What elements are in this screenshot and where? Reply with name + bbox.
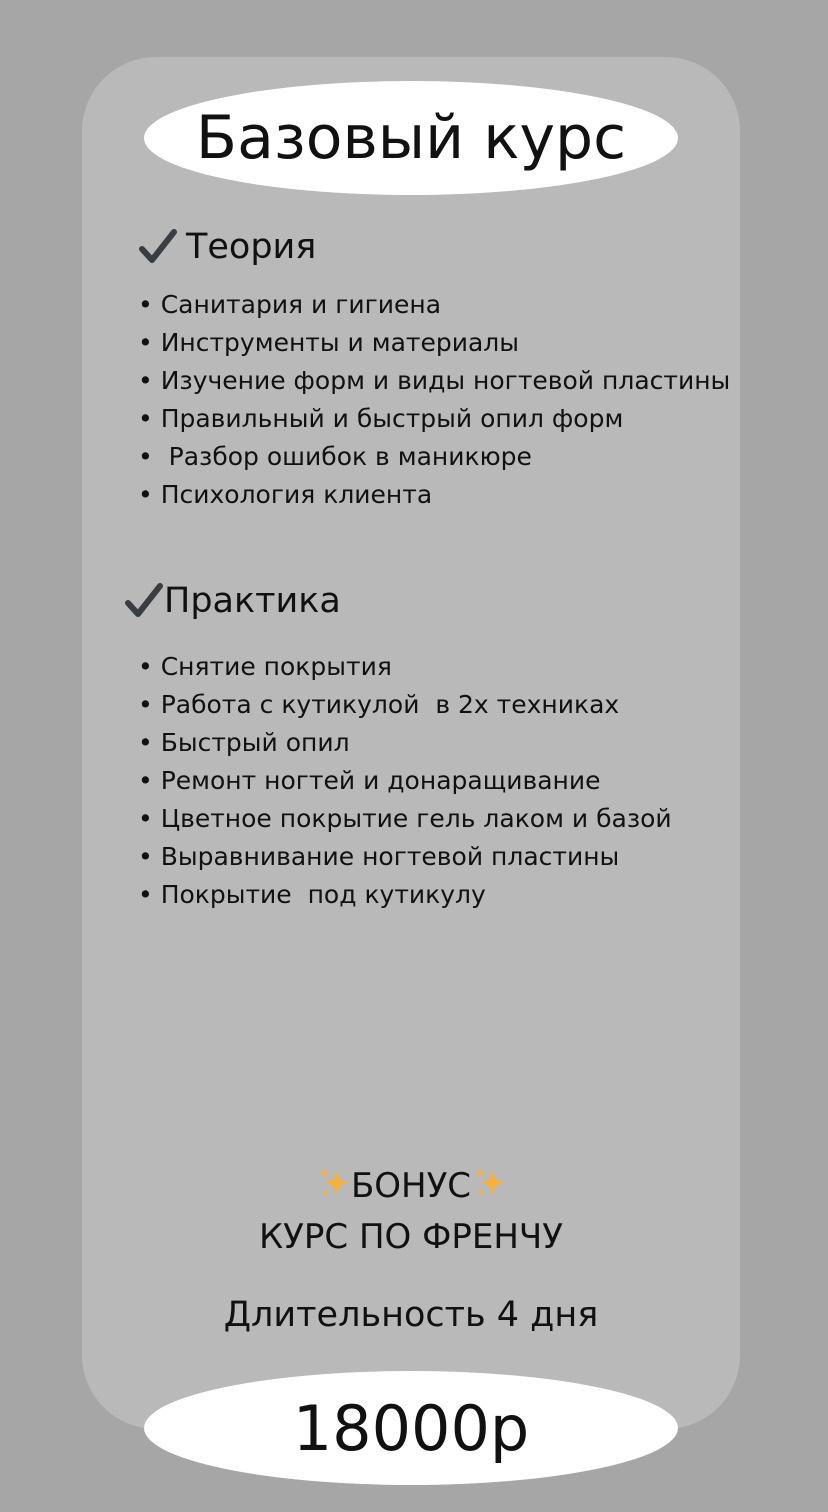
list-item: • Снятие покрытия xyxy=(138,652,392,681)
course-price: 18000р xyxy=(292,1391,530,1465)
list-item: • Ремонт ногтей и донаращивание xyxy=(138,766,601,795)
price-pill xyxy=(144,1371,678,1485)
list-item: • Цветное покрытие гель лаком и базой xyxy=(138,804,672,833)
list-item: • Покрытие под кутикулу xyxy=(138,880,486,909)
list-item: • Выравнивание ногтевой пластины xyxy=(138,842,620,871)
list-item: • Санитария и гигиена xyxy=(138,290,442,319)
sparkles-icon xyxy=(315,1165,351,1201)
theory-heading xyxy=(138,222,316,272)
theory-list xyxy=(138,286,730,514)
course-title: Базовый курс xyxy=(195,103,627,173)
bonus-course: КУРС ПО ФРЕНЧУ xyxy=(259,1217,563,1257)
check-icon xyxy=(124,581,164,621)
theory-title: Теория xyxy=(186,227,317,267)
course-duration: Длительность 4 дня xyxy=(223,1295,599,1335)
list-item: • Изучение форм и виды ногтевой пластины xyxy=(138,366,731,395)
list-item: • Быстрый опил xyxy=(138,728,350,757)
list-item: • Работа с кутикулой в 2х техниках xyxy=(138,690,620,719)
bonus-label: БОНУС xyxy=(350,1166,472,1206)
bonus-line xyxy=(82,1162,740,1210)
list-item: • Разбор ошибок в маникюре xyxy=(138,442,532,471)
list-item: • Правильный и быстрый опил форм xyxy=(138,404,624,433)
list-item: • Инструменты и материалы xyxy=(138,328,520,357)
list-item: • Психология клиента xyxy=(138,480,433,509)
practice-list xyxy=(138,648,672,914)
practice-title: Практика xyxy=(164,581,341,621)
check-icon xyxy=(138,227,178,267)
sparkles-icon xyxy=(471,1165,507,1201)
practice-heading xyxy=(124,576,341,626)
title-pill xyxy=(144,81,678,195)
